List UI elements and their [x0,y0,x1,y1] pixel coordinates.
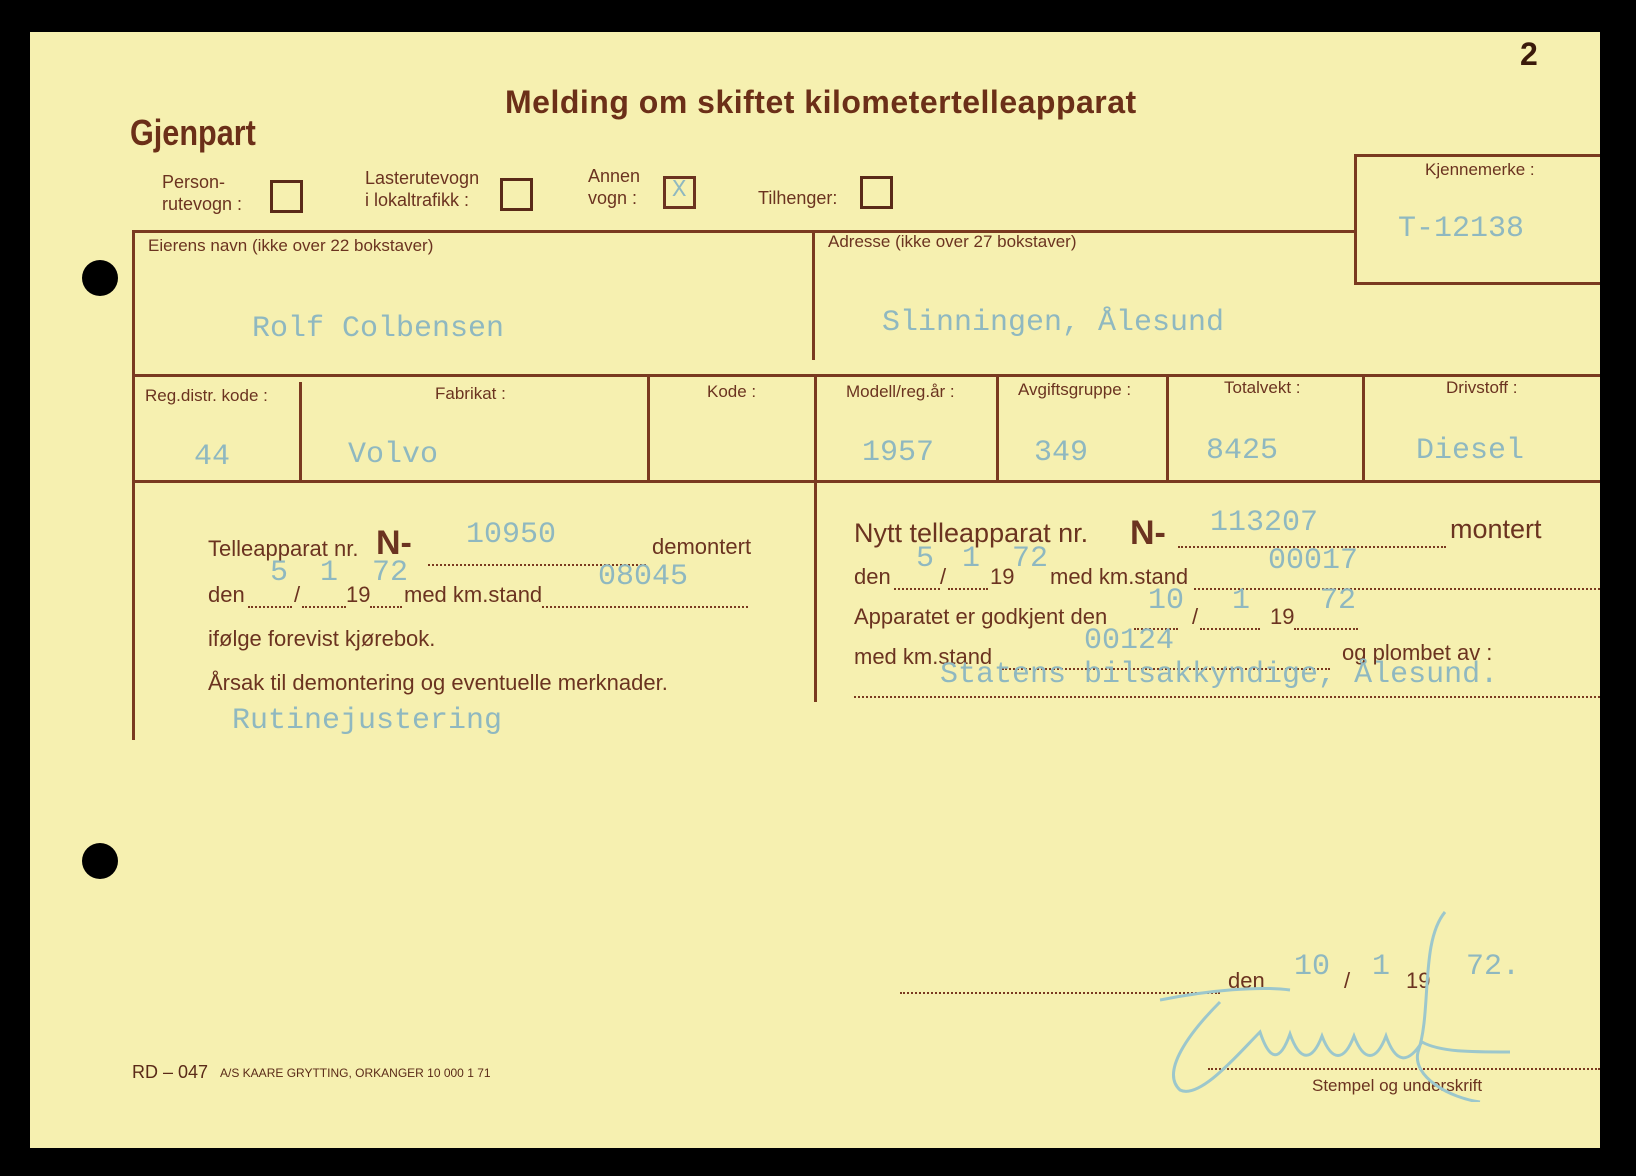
godkjent-slash: / [1192,604,1199,629]
plombet-label: og plombet av : [1342,640,1493,665]
godkjent-month[interactable]: 1 [1232,584,1251,618]
drivstoff-value[interactable]: Diesel [1416,434,1525,468]
annen-checkbox[interactable] [663,176,696,209]
kode-label: Kode : [707,382,757,401]
reason-value[interactable]: Rutinejustering [232,704,503,738]
sig-year-prefix: 19 [1406,968,1431,993]
kjennemerke-value[interactable]: T-12138 [1398,212,1525,246]
old-meter-number[interactable]: 10950 [466,518,557,552]
sig-slash: / [1344,968,1351,993]
owner-address-label: Adresse (ikke over 27 bokstaver) [828,232,1077,251]
old-day[interactable]: 5 [270,556,289,590]
godkjent-label: Apparatet er godkjent den [854,604,1108,629]
laster-label-2: i lokaltrafikk : [365,190,470,210]
annen-check-mark: X [672,177,687,204]
fabrikat-label: Fabrikat : [435,384,506,403]
km2-label: med km.stand [854,644,993,669]
annen-label-1: Annen [588,166,641,186]
new-month[interactable]: 1 [962,542,981,576]
new-montert-label: montert [1450,514,1542,544]
modell-label: Modell/reg.år : [846,382,955,401]
totalvekt-label: Totalvekt : [1224,378,1301,397]
reg-value[interactable]: 44 [194,440,231,474]
old-demontert-label: demontert [652,534,752,559]
fabrikat-value[interactable]: Volvo [348,438,439,472]
sig-month[interactable]: 1 [1372,950,1391,984]
arsak-text: Årsak til demontering og eventuelle merknader. [208,670,668,695]
avgift-value[interactable]: 349 [1034,436,1089,470]
signature-label: Stempel og underskrift [1312,1076,1483,1095]
laster-checkbox[interactable] [500,178,533,211]
new-year-prefix: 19 [990,564,1015,589]
new-den-label: den [854,564,891,589]
tilhenger-checkbox[interactable] [860,176,893,209]
godkjent-day[interactable]: 10 [1148,584,1185,618]
owner-name-value[interactable]: Rolf Colbensen [252,312,505,346]
plombet-value[interactable]: Statens bilsakkyndige, Ålesund. [940,658,1499,692]
drivstoff-label: Drivstoff : [1446,378,1518,397]
old-meter-n-prefix: N- [376,524,412,562]
handwritten-signature [1150,902,1550,1102]
new-meter-n-prefix: N- [1130,514,1166,552]
tilhenger-label: Tilhenger: [758,188,838,208]
godkjent-year[interactable]: 72 [1320,584,1357,618]
laster-label-1: Lasterutevogn [365,168,480,188]
owner-address-value[interactable]: Slinningen, Ålesund [882,306,1225,340]
owner-name-label: Eierens navn (ikke over 22 bokstaver) [148,236,434,255]
sig-day[interactable]: 10 [1294,950,1331,984]
old-km-value[interactable]: 08045 [598,560,689,594]
punch-hole-top [82,260,118,296]
page-number: 2 [1520,36,1538,72]
person-checkbox[interactable] [270,180,303,213]
form-title: Melding om skiftet kilometertelleapparat [505,84,1137,120]
new-meter-number[interactable]: 113207 [1210,506,1319,540]
gjenpart-label: Gjenpart [130,112,256,153]
new-km-value[interactable]: 00017 [1268,544,1359,578]
footer-printer: A/S KAARE GRYTTING, ORKANGER 10 000 1 71 [220,1066,491,1080]
old-year-prefix: 19 [346,582,371,607]
footer-code: RD – 047 [132,1062,209,1082]
modell-value[interactable]: 1957 [862,436,935,470]
new-day[interactable]: 5 [916,542,935,576]
old-year[interactable]: 72 [372,556,409,590]
reg-label: Reg.distr. kode : [145,386,268,405]
old-meter-label: Telleapparat nr. [208,536,359,561]
person-label-1: Person- [162,172,226,192]
old-km-label: med km.stand [404,582,543,607]
new-year[interactable]: 72 [1012,542,1049,576]
ifolge-text: ifølge forevist kjørebok. [208,626,436,651]
punch-hole-bottom [82,843,118,879]
old-den-label: den [208,582,245,607]
new-meter-label: Nytt telleapparat nr. [854,518,1089,548]
km2-value[interactable]: 00124 [1084,624,1175,658]
sig-den-label: den [1228,968,1265,993]
new-slash: / [940,564,947,589]
old-slash: / [294,582,301,607]
kjennemerke-label: Kjennemerke : [1425,160,1535,179]
new-km-label: med km.stand [1050,564,1189,589]
form-paper [30,32,1600,1148]
old-month[interactable]: 1 [320,556,339,590]
sig-year[interactable]: 72. [1466,950,1521,984]
annen-label-2: vogn : [588,188,638,208]
person-label-2: rutevogn : [162,194,243,214]
totalvekt-value[interactable]: 8425 [1206,434,1279,468]
godkjent-year-prefix: 19 [1270,604,1295,629]
avgift-label: Avgiftsgruppe : [1018,380,1132,399]
